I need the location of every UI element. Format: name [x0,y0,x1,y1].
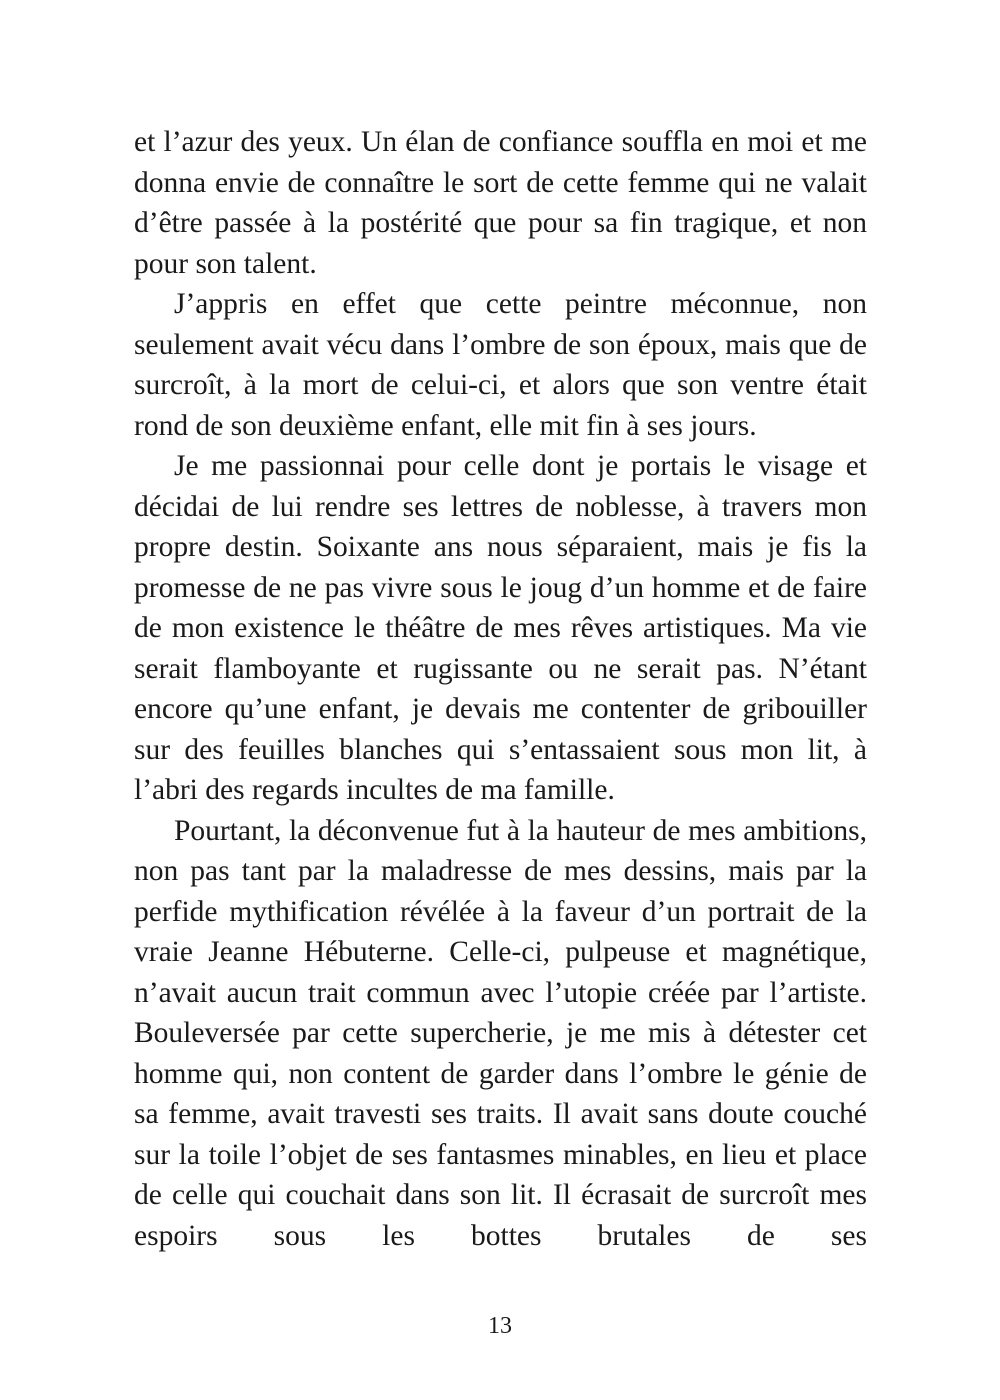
paragraph-continuation: et l’azur des yeux. Un élan de confiance souffla en moi et me donna envie de connaître le sort de cette femme qui ne valait d’être passée à la postérité que pour sa fin tragique, et non pour son talent. [134,126,867,280]
paragraph: Je me passionnai pour celle dont je portais le visage et décidai de lui rendre ses lettres de noblesse, à travers mon propre destin. Soixante ans nous séparaient, mais je fis la promesse de ne pas vivre sous le joug d’un homme et de faire de mon existence le théâtre de mes rêves artistiques. Ma vie serait flamboyante et rugissante ou ne serait pas. N’étant encore qu’une enfant, je devais me contenter de gribouiller sur des feuilles blanches qui s’entassaient sous mon lit, à l’abri des regards incultes de ma famille. [134,450,867,806]
page-number: 13 [488,1313,512,1339]
paragraph: Pourtant, la déconvenue fut à la hauteur de mes ambitions, non pas tant par la maladresse de mes dessins, mais par la perfide mythification révélée à la faveur d’un portrait de la vraie Jeanne Hébuterne. Celle-ci, pulpeuse et magnétique, n’avait aucun trait commun avec l’utopie créée par l’artiste. Bouleversée par cette supercherie, je me mis à détester cet homme qui, non content de garder dans l’ombre le génie de sa femme, avait travesti ses traits. Il avait sans doute couché sur la toile l’objet de ses fantasmes minables, en lieu et place de celle qui couchait dans son lit. Il écrasait de surcroît mes espoirs sous les bottes brutales de ses [134,814,867,1252]
body-text [134,122,867,1256]
paragraph: J’appris en effet que cette peintre méconnue, non seulement avait vécu dans l’ombre de son époux, mais que de surcroît, à la mort de celui-ci, et alors que son ventre était rond de son deuxième enfant, elle mit fin à ses jours. [134,288,867,442]
